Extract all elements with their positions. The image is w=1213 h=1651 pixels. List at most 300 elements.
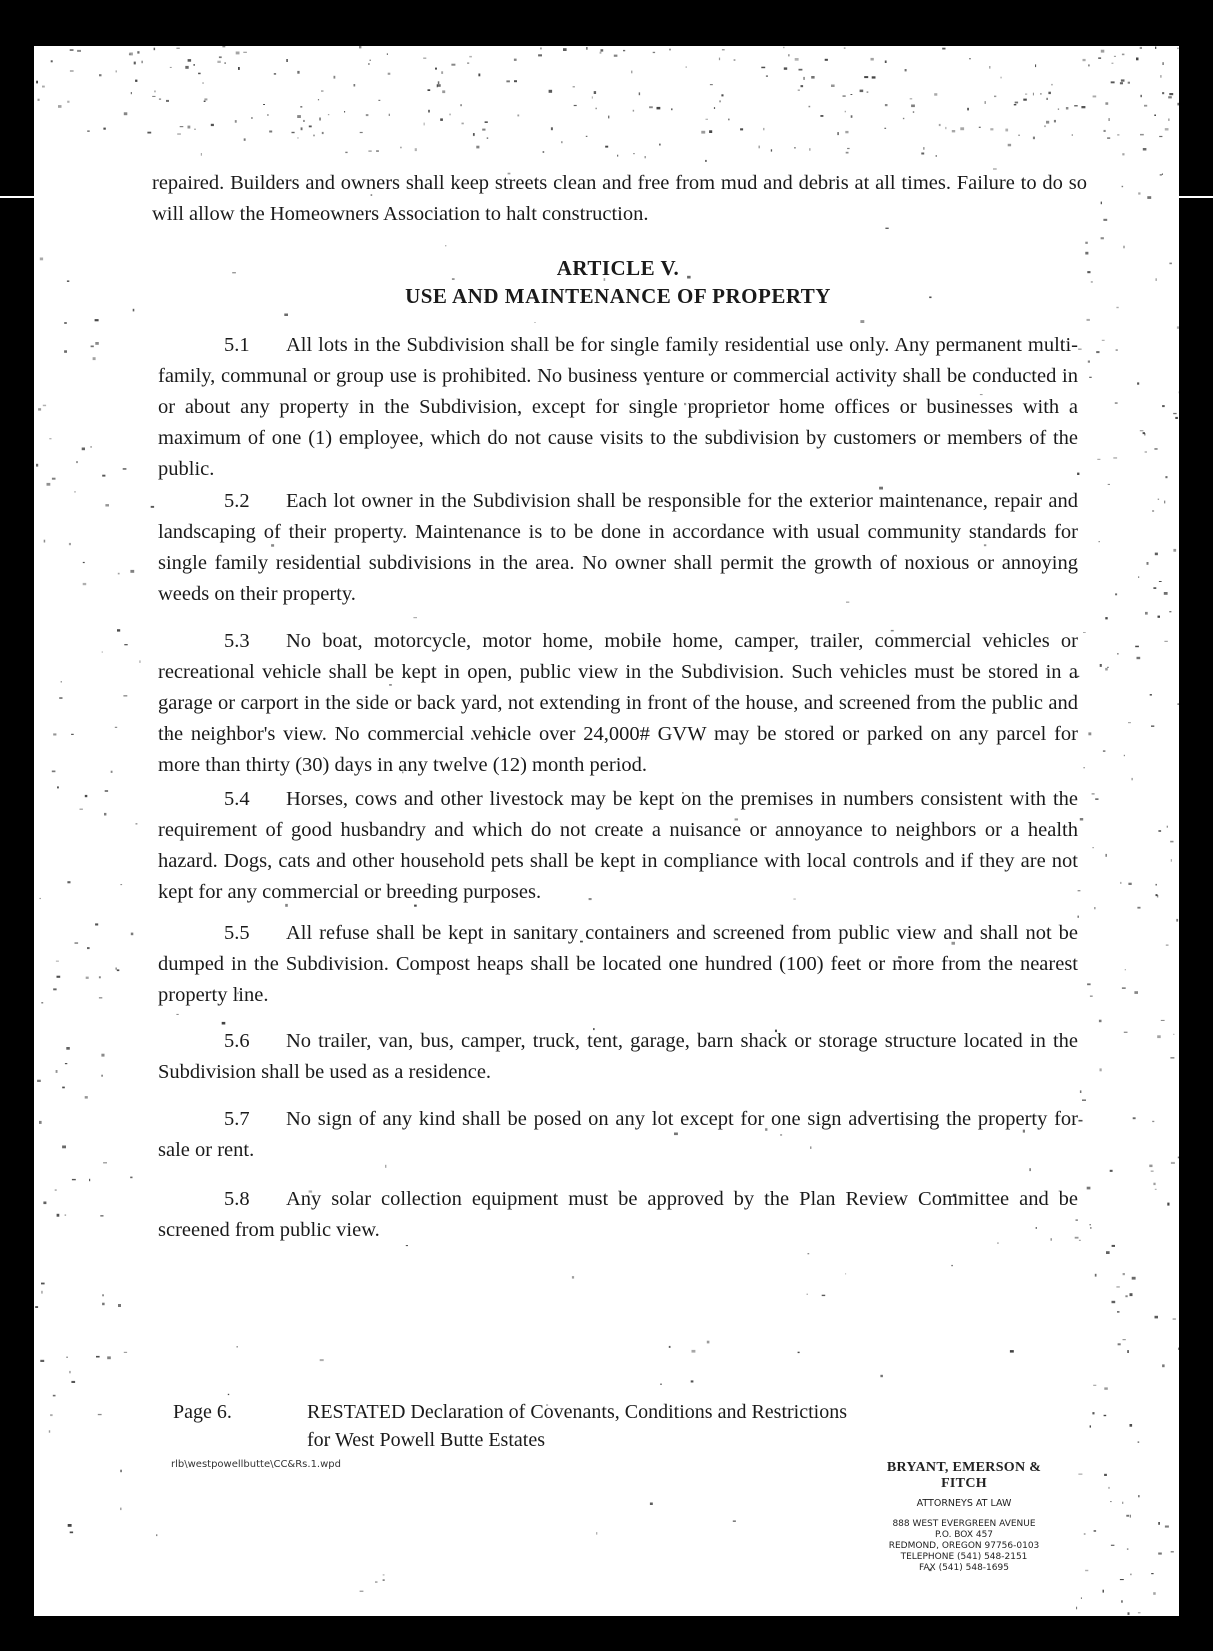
speckle	[86, 977, 89, 979]
speckle	[1088, 64, 1090, 66]
speckle	[154, 91, 156, 93]
speckle	[100, 1215, 103, 1216]
speckle	[1099, 1020, 1102, 1023]
speckle	[64, 322, 67, 324]
speckle	[1095, 1274, 1097, 1277]
speckle	[1081, 1597, 1082, 1599]
speckle	[123, 695, 127, 697]
speckle	[1120, 1579, 1124, 1580]
speckle	[1131, 778, 1133, 780]
speckle	[1103, 1590, 1105, 1593]
speckle	[51, 60, 53, 62]
speckle	[105, 790, 108, 792]
speckle	[1122, 153, 1124, 155]
speckle	[44, 540, 46, 543]
speckle	[952, 130, 955, 132]
speckle	[1178, 1348, 1179, 1350]
speckle	[586, 136, 588, 137]
speckle	[82, 448, 85, 451]
speckle	[1100, 1068, 1102, 1071]
speckle	[851, 94, 853, 95]
speckle	[124, 112, 128, 115]
speckle	[686, 66, 687, 67]
speckle	[837, 132, 839, 135]
speckle	[129, 53, 133, 56]
speckle	[820, 115, 823, 117]
speckle	[124, 644, 127, 645]
speckle	[600, 52, 602, 54]
speckle	[592, 96, 593, 98]
speckle	[35, 1306, 38, 1308]
section-text: No sign of any kind shall be posed on any lot except for one sign advertising the property for sale or rent.	[158, 1108, 1078, 1161]
speckle	[1104, 1387, 1108, 1389]
speckle	[1079, 1240, 1081, 1241]
speckle	[942, 48, 945, 50]
speckle	[1152, 1121, 1154, 1122]
speckle	[1156, 894, 1158, 896]
speckle	[428, 110, 430, 113]
speckle	[59, 697, 62, 699]
speckle	[1164, 501, 1165, 504]
speckle	[85, 795, 88, 797]
speckle	[482, 129, 485, 131]
speckle	[297, 115, 301, 118]
speckle	[1090, 996, 1093, 997]
speckle	[130, 1177, 132, 1179]
speckle	[811, 76, 814, 79]
speckle	[1130, 1293, 1133, 1296]
speckle	[244, 138, 246, 140]
speckle	[1133, 1117, 1136, 1119]
speckle	[1149, 1165, 1152, 1168]
speckle	[134, 62, 136, 65]
speckle	[669, 1346, 671, 1348]
speckle	[99, 997, 102, 998]
speckle	[1097, 459, 1100, 460]
speckle	[1121, 1600, 1123, 1602]
speckle	[53, 1395, 56, 1397]
speckle	[1117, 653, 1119, 654]
speckle	[71, 1381, 75, 1383]
speckle	[586, 47, 588, 50]
speckle	[1085, 242, 1088, 244]
speckle	[1122, 186, 1124, 187]
speckle	[1085, 1570, 1088, 1571]
speckle	[722, 49, 725, 50]
speckle	[1090, 1227, 1091, 1229]
speckle	[1126, 1515, 1129, 1517]
firm-letterhead	[864, 1460, 1064, 1574]
speckle	[1014, 104, 1017, 105]
speckle	[151, 506, 154, 508]
speckle	[706, 119, 709, 120]
speckle	[596, 108, 597, 110]
firm-subtitle: ATTORNEYS AT LAW	[916, 1498, 1012, 1509]
speckle	[344, 111, 345, 113]
speckle	[921, 153, 924, 155]
speckle	[462, 123, 464, 125]
section-text: Horses, cows and other livestock may be kept on the premises in numbers consistent with the requirement of good husbandry and which do not create a nuisance or annoyance to neighbors or a health hazard. Dogs, cats and other household pets shall be kept in compliance with local controls and if they are not kept for any commercial or breeding purposes.	[158, 788, 1078, 903]
speckle	[1066, 107, 1069, 110]
speckle	[784, 67, 787, 69]
speckle	[994, 96, 996, 98]
speckle	[1079, 1120, 1083, 1122]
speckle	[378, 100, 380, 101]
speckle	[1124, 755, 1125, 756]
speckle	[469, 56, 472, 58]
speckle	[102, 651, 103, 652]
speckle	[80, 809, 83, 811]
speckle	[822, 1295, 826, 1296]
speckle	[222, 1022, 226, 1025]
speckle	[721, 94, 723, 96]
speckle	[423, 58, 426, 59]
speckle	[845, 111, 846, 113]
speckle	[359, 46, 361, 48]
speckle	[74, 491, 75, 492]
speckle	[1105, 668, 1108, 671]
speckle	[142, 61, 143, 64]
speckle	[297, 71, 299, 74]
article-title: USE AND MAINTENANCE OF PROPERTY	[405, 284, 831, 308]
speckle	[91, 346, 94, 348]
section-number: 5.6	[224, 1030, 250, 1052]
speckle	[574, 105, 577, 106]
speckle	[1144, 105, 1147, 107]
speckle	[237, 1346, 238, 1347]
speckle	[803, 77, 805, 80]
speckle	[1074, 105, 1078, 107]
speckle	[95, 342, 99, 345]
speckle	[860, 320, 864, 323]
speckle	[1117, 1311, 1120, 1312]
speckle	[1121, 79, 1125, 81]
speckle	[389, 114, 390, 116]
speckle	[188, 126, 191, 129]
speckle	[1093, 96, 1097, 98]
speckle	[845, 131, 848, 133]
speckle	[442, 90, 445, 93]
speckle	[1084, 1533, 1086, 1534]
speckle	[660, 1384, 661, 1386]
speckle	[1025, 94, 1027, 95]
speckle	[1106, 854, 1107, 857]
section-number: 5.4	[224, 788, 250, 810]
speckle	[799, 69, 803, 71]
speckle	[1108, 1487, 1109, 1489]
speckle	[1120, 82, 1123, 84]
speckle	[795, 58, 799, 61]
speckle	[1140, 134, 1144, 136]
speckle	[41, 1291, 43, 1294]
speckle	[851, 115, 853, 118]
speckle	[228, 1394, 229, 1395]
speckle	[42, 86, 45, 88]
speckle	[1078, 1474, 1082, 1475]
speckle	[303, 120, 305, 122]
speckle	[56, 1070, 58, 1073]
speckle	[328, 114, 329, 115]
speckle	[1155, 1316, 1159, 1319]
speckle	[65, 1063, 67, 1064]
speckle	[1110, 1170, 1113, 1172]
speckle	[62, 1087, 65, 1089]
speckle	[623, 50, 625, 51]
speckle	[211, 124, 214, 126]
speckle	[61, 681, 62, 682]
speckle	[653, 52, 655, 53]
speckle	[969, 58, 971, 59]
speckle	[740, 128, 743, 130]
speckle	[794, 147, 795, 148]
speckle	[845, 1273, 846, 1274]
speckle	[116, 968, 117, 970]
speckle	[49, 438, 51, 439]
speckle	[354, 84, 356, 87]
speckle	[376, 150, 379, 151]
speckle	[1015, 102, 1018, 104]
speckle	[53, 988, 56, 990]
speckle	[47, 483, 51, 486]
speckle	[1123, 1339, 1126, 1340]
speckle	[1176, 919, 1178, 922]
speckle	[936, 155, 937, 157]
speckle	[1091, 281, 1093, 283]
speckle	[1046, 121, 1049, 124]
speckle	[1112, 1245, 1115, 1247]
speckle	[885, 61, 887, 64]
speckle	[1168, 96, 1172, 98]
speckle	[70, 49, 74, 51]
speckle	[1115, 402, 1118, 403]
speckle	[222, 46, 225, 47]
speckle	[734, 59, 736, 61]
speckle	[809, 106, 811, 108]
speckle	[120, 1470, 122, 1473]
speckle	[1138, 577, 1139, 578]
speckle	[156, 1534, 157, 1536]
scan-edge-line-left	[0, 196, 34, 198]
speckle	[1137, 907, 1140, 909]
speckle	[783, 47, 784, 48]
speckle	[659, 144, 661, 146]
section-5-2	[158, 486, 1078, 610]
speckle	[476, 146, 479, 149]
speckle	[360, 132, 363, 133]
speckle	[451, 64, 455, 66]
speckle	[1080, 818, 1083, 821]
speckle	[885, 104, 888, 106]
speckle	[1105, 102, 1108, 105]
speckle	[1134, 991, 1138, 994]
speckle	[1162, 173, 1163, 175]
speckle	[705, 160, 707, 162]
speckle	[159, 99, 161, 100]
speckle	[572, 1276, 574, 1279]
speckle	[728, 119, 729, 121]
section-number: 5.3	[224, 630, 250, 652]
speckle	[1072, 134, 1073, 136]
speckle	[1078, 890, 1081, 891]
speckle	[1155, 47, 1156, 49]
speckle	[1145, 451, 1147, 452]
speckle	[1173, 1318, 1176, 1320]
speckle	[102, 475, 105, 477]
speckle	[1177, 326, 1179, 328]
speckle	[194, 129, 196, 130]
speckle	[251, 117, 253, 118]
speckle	[286, 59, 288, 62]
speckle	[98, 1414, 102, 1415]
speckle	[671, 108, 672, 110]
speckle	[1096, 351, 1099, 353]
speckle	[913, 111, 914, 113]
speckle	[1147, 196, 1151, 199]
speckle	[871, 58, 874, 61]
speckle	[540, 48, 541, 50]
speckle	[154, 48, 156, 51]
speckle	[1083, 59, 1086, 61]
speckle	[152, 96, 155, 97]
speckle	[831, 85, 835, 88]
speckle	[1143, 148, 1147, 151]
speckle	[1150, 694, 1152, 696]
speckle	[1115, 593, 1117, 595]
speckle	[761, 67, 765, 69]
speckle	[104, 813, 106, 816]
speckle	[1130, 1574, 1131, 1576]
speckle	[235, 120, 237, 123]
speckle	[1001, 77, 1002, 79]
speckle	[1158, 1522, 1160, 1525]
speckle	[1165, 1526, 1169, 1528]
speckle	[90, 446, 92, 447]
speckle	[117, 629, 120, 631]
speckle	[1104, 1415, 1107, 1416]
speckle	[1137, 382, 1139, 384]
speckle	[1122, 988, 1126, 989]
speckle	[1167, 826, 1168, 828]
speckle	[95, 319, 99, 321]
speckle	[1108, 484, 1110, 485]
speckle	[847, 148, 850, 149]
speckle	[1106, 1251, 1110, 1254]
speckle	[1105, 617, 1107, 619]
speckle	[99, 976, 101, 978]
speckle	[300, 106, 302, 107]
speckle	[43, 405, 46, 407]
speckle	[52, 478, 56, 480]
speckle	[1010, 1350, 1014, 1353]
speckle	[40, 1360, 44, 1362]
speckle	[236, 52, 240, 55]
speckle	[1116, 307, 1118, 308]
speckle	[1083, 632, 1086, 633]
speckle	[1159, 136, 1162, 137]
speckle	[645, 156, 646, 158]
speckle	[204, 101, 206, 102]
section-number: 5.8	[224, 1188, 250, 1210]
speckle	[1151, 1171, 1154, 1172]
speckle	[934, 93, 937, 96]
speckle	[72, 1179, 76, 1180]
speckle	[1101, 50, 1105, 53]
speckle	[40, 258, 43, 261]
speckle	[1116, 350, 1118, 351]
article-number: ARTICLE V.	[556, 256, 680, 280]
speckle	[1101, 237, 1104, 239]
speckle	[41, 1283, 45, 1285]
speckle	[884, 128, 886, 129]
speckle	[1169, 263, 1172, 265]
speckle	[1140, 430, 1144, 431]
speckle	[990, 128, 993, 130]
speckle	[49, 1430, 50, 1432]
footer-title-line1: RESTATED Declaration of Covenants, Conditions and Restrictions	[307, 1401, 847, 1423]
speckle	[1122, 54, 1125, 56]
speckle	[989, 66, 991, 69]
section-5-4	[158, 784, 1078, 908]
speckle	[809, 148, 811, 151]
speckle	[1109, 118, 1110, 121]
footer-title	[307, 1398, 847, 1454]
speckle	[939, 124, 941, 126]
speckle	[383, 1579, 385, 1580]
speckle	[96, 1356, 100, 1358]
speckle	[1128, 722, 1131, 723]
speckle	[1138, 1612, 1141, 1613]
speckle	[1164, 592, 1168, 595]
speckle	[1035, 64, 1036, 67]
speckle	[40, 898, 41, 899]
speckle	[487, 137, 489, 139]
speckle	[139, 660, 140, 663]
speckle	[1111, 1545, 1115, 1546]
speckle	[985, 101, 986, 104]
speckle	[1161, 1020, 1165, 1021]
speckle	[1076, 1607, 1077, 1610]
section-text: Any solar collection equipment must be approved by the Plan Review Committee and be screened from public view.	[158, 1188, 1078, 1241]
speckle	[131, 92, 132, 94]
speckle	[1099, 541, 1100, 542]
speckle	[123, 468, 127, 469]
speckle	[53, 733, 56, 735]
speckle	[1159, 581, 1162, 582]
speckle	[1153, 1183, 1155, 1185]
speckle	[1138, 1495, 1140, 1497]
speckle	[177, 133, 181, 135]
speckle	[605, 146, 608, 148]
speckle	[368, 151, 371, 152]
speckle	[538, 54, 542, 56]
speckle	[1177, 48, 1178, 50]
speckle	[1083, 767, 1085, 768]
speckle	[1156, 884, 1157, 886]
speckle	[309, 126, 312, 128]
speckle	[1178, 1157, 1179, 1159]
section-5-6	[158, 1026, 1078, 1088]
speckle	[649, 106, 653, 108]
speckle	[798, 90, 800, 91]
speckle	[1144, 433, 1146, 435]
speckle	[1113, 457, 1117, 458]
speckle	[1162, 92, 1164, 94]
speckle	[467, 62, 469, 64]
speckle	[1135, 646, 1139, 648]
speckle	[1168, 119, 1170, 121]
speckle	[400, 147, 402, 149]
speckle	[320, 1359, 324, 1361]
